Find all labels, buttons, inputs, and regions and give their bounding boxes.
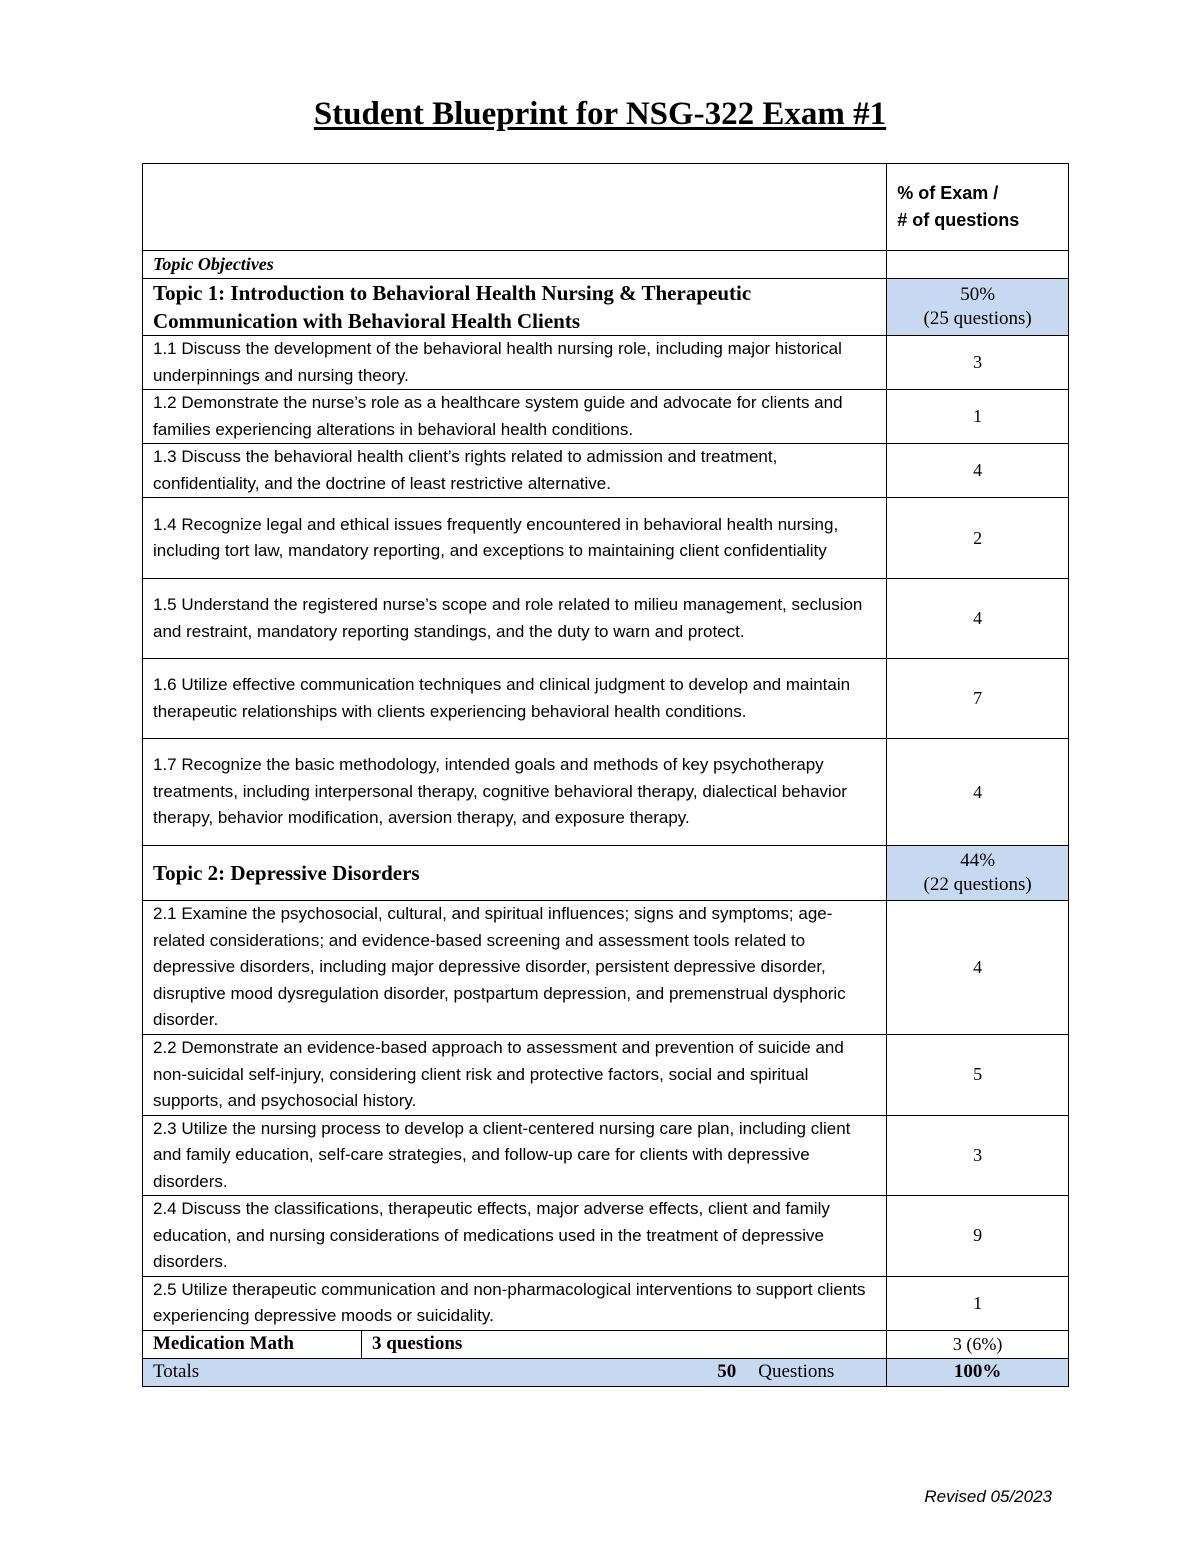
objective-count: 3	[887, 336, 1069, 390]
objective-count: 4	[887, 444, 1069, 498]
topic-pct-cell	[887, 279, 1069, 336]
objective-text: 1.3 Discuss the behavioral health client’s rights related to admission and treatment, confidentiality, and the doctrine of least restrictive alternative.	[143, 444, 887, 498]
objective-row	[143, 390, 1069, 444]
objective-row	[143, 444, 1069, 498]
objective-count: 2	[887, 498, 1069, 579]
objective-text: 2.5 Utilize therapeutic communication and non-pharmacological interventions to support clients experiencing depressive moods or suicidality.	[143, 1276, 887, 1330]
objective-count: 5	[887, 1035, 1069, 1116]
topic-pct: 50%	[960, 284, 996, 305]
topic-title-line1: Topic 1: Introduction to Behavioral Health Nursing & Therapeutic	[153, 281, 752, 305]
topic-row	[143, 279, 1069, 336]
totals-cell	[143, 1358, 887, 1386]
totals-unit: Questions	[758, 1361, 835, 1382]
header-pct-line1: % of Exam /	[897, 183, 999, 203]
objective-text: 1.4 Recognize legal and ethical issues frequently encountered in behavioral health nursing, including tort law, mandatory reporting, and exceptions to maintaining client confidentiality	[143, 498, 887, 579]
objective-row	[143, 498, 1069, 579]
objective-row	[143, 659, 1069, 739]
header-pct-line2: # of questions	[897, 210, 1020, 230]
objective-text: 2.2 Demonstrate an evidence-based approach to assessment and prevention of suicide and non-suicidal self-injury, considering client risk and protective factors, social and spiritual supports, and psychosocial history.	[143, 1035, 887, 1116]
objective-count: 3	[887, 1115, 1069, 1196]
topic-title-line1: Topic 2: Depressive Disorders	[153, 861, 420, 885]
totals-pct: 100%	[887, 1358, 1069, 1386]
objective-text: 2.4 Discuss the classifications, therapeutic effects, major adverse effects, client and family education, and nursing considerations of medications used in the treatment of depressive disorders.	[143, 1196, 887, 1277]
objective-count: 7	[887, 659, 1069, 739]
header-pct-cell	[887, 164, 1069, 251]
objective-row	[143, 1196, 1069, 1277]
objective-row	[143, 901, 1069, 1035]
totals-count: 50	[717, 1361, 737, 1382]
topic-row	[143, 846, 1069, 901]
page-title: Student Blueprint for NSG-322 Exam #1	[313, 96, 887, 132]
medication-math-questions: 3 questions	[372, 1333, 463, 1354]
objective-row	[143, 739, 1069, 846]
objective-text: 2.1 Examine the psychosocial, cultural, and spiritual influences; signs and symptoms; age-related considerations; and evidence-based screening and assessment tools related to depressive disorders, including major depressive disorder, persistent depressive disorder, disruptive mood dysregulation disorder, postpartum depression, and premenstrual dysphoric disorder.	[143, 901, 887, 1035]
topic-pct: 44%	[960, 850, 996, 871]
blueprint-table	[142, 163, 1069, 1387]
topic-objectives-row	[143, 251, 1069, 279]
topic-questions: (22 questions)	[923, 874, 1032, 895]
revision-note: Revised 05/2023	[924, 1487, 1052, 1506]
topic-pct-cell	[887, 846, 1069, 901]
medication-math-label: Medication Math	[153, 1331, 362, 1358]
objective-row	[143, 336, 1069, 390]
objective-text: 1.1 Discuss the development of the behavioral health nursing role, including major historical underpinnings and nursing theory.	[143, 336, 887, 390]
header-row	[143, 164, 1069, 251]
objective-text: 1.2 Demonstrate the nurse’s role as a healthcare system guide and advocate for clients and families experiencing alterations in behavioral health conditions.	[143, 390, 887, 444]
objective-count: 4	[887, 739, 1069, 846]
header-blank-cell	[143, 164, 887, 251]
topic-title	[143, 846, 887, 901]
topic-questions: (25 questions)	[923, 308, 1032, 329]
topic-title	[143, 279, 887, 336]
medication-math-cell	[143, 1330, 887, 1358]
objective-text: 1.5 Understand the registered nurse’s scope and role related to milieu management, seclusion and restraint, mandatory reporting standings, and the duty to warn and protect.	[143, 579, 887, 659]
objective-count: 9	[887, 1196, 1069, 1277]
medication-math-value: 3 (6%)	[887, 1330, 1069, 1358]
objective-text: 1.6 Utilize effective communication techniques and clinical judgment to develop and maintain therapeutic relationships with clients experiencing behavioral health conditions.	[143, 659, 887, 739]
topic-title-line2: Communication with Behavioral Health Clients	[153, 309, 581, 333]
objective-text: 1.7 Recognize the basic methodology, intended goals and methods of key psychotherapy treatments, including interpersonal therapy, cognitive behavioral therapy, dialectical behavior therapy, behavior modification, aversion therapy, and exposure therapy.	[143, 739, 887, 846]
objective-row	[143, 1276, 1069, 1330]
objective-count: 4	[887, 579, 1069, 659]
objective-text: 2.3 Utilize the nursing process to develop a client-centered nursing care plan, including client and family education, self-care strategies, and follow-up care for clients with depressive disorders.	[143, 1115, 887, 1196]
objective-count: 1	[887, 390, 1069, 444]
medication-math-row	[143, 1330, 1069, 1358]
objective-count: 4	[887, 901, 1069, 1035]
topic-objectives-pct-cell	[887, 251, 1069, 279]
totals-label: Totals	[153, 1361, 200, 1382]
topic-objectives-label: Topic Objectives	[143, 251, 887, 279]
objective-row	[143, 579, 1069, 659]
objective-count: 1	[887, 1276, 1069, 1330]
objective-row	[143, 1115, 1069, 1196]
totals-row	[143, 1358, 1069, 1386]
objective-row	[143, 1035, 1069, 1116]
